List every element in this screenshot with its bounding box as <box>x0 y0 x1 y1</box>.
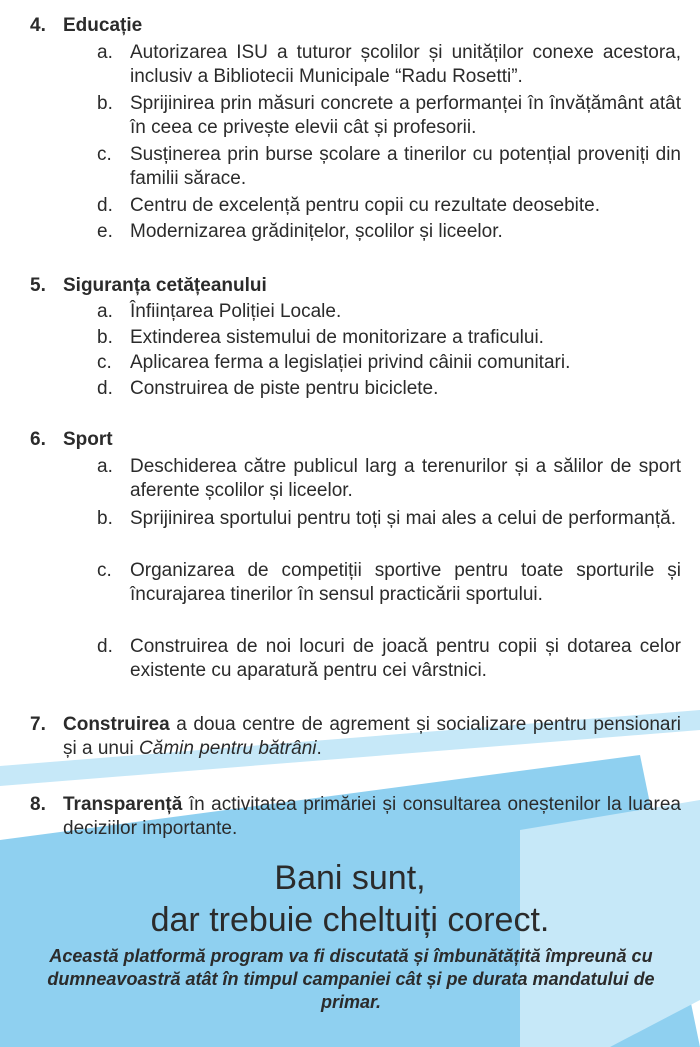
list-item <box>97 220 681 244</box>
section-number: 4. <box>30 15 46 36</box>
item-letter: d. <box>97 378 113 399</box>
point-end: . <box>316 738 322 759</box>
item-letter: a. <box>97 301 113 322</box>
point-number: 8. <box>30 794 46 815</box>
point-bold: Construirea <box>63 714 170 735</box>
list-item <box>97 559 681 607</box>
item-text: Autorizarea ISU a tuturor școlilor și unităților conexe acestora, inclusiv a Bibliotecii Municipale “Radu Rosetti”. <box>130 42 681 87</box>
item-text: Susținerea prin burse școlare a tinerilor cu potențial proveniți din familii sărace. <box>130 144 681 189</box>
list-item <box>97 455 681 503</box>
list-item <box>97 194 681 218</box>
item-text: Deschiderea către publicul larg a terenurilor și a sălilor de sport aferente școlilor și liceelor. <box>130 456 681 501</box>
item-letter: a. <box>97 42 113 63</box>
item-text: Construirea de noi locuri de joacă pentru copii și dotarea celor existente cu aparatură pentru cei vârstnici. <box>130 636 681 681</box>
item-letter: b. <box>97 327 113 348</box>
item-text: Construirea de piste pentru biciclete. <box>130 378 439 399</box>
section-title: Sport <box>63 429 113 450</box>
point-italic: Cămin pentru bătrâni <box>139 738 317 759</box>
slogan-line-2: dar trebuie cheltuiți corect. <box>150 901 550 939</box>
item-text: Modernizarea grădinițelor, școlilor și liceelor. <box>130 221 503 242</box>
list-item <box>97 351 681 375</box>
point-text <box>63 713 681 761</box>
section-title: Educație <box>63 15 143 36</box>
item-text: Sprijinirea sportului pentru toți și mai ales a celui de performanță. <box>130 508 676 529</box>
item-letter: b. <box>97 508 113 529</box>
item-text: Aplicarea ferma a legislației privind câinii comunitari. <box>130 352 571 373</box>
item-letter: b. <box>97 93 113 114</box>
item-letter: d. <box>97 195 113 216</box>
list-item <box>97 635 681 683</box>
point-body: a doua centre de agrement și socializare pentru pensionari și a unui <box>63 714 681 759</box>
list-item <box>97 326 681 350</box>
item-text: Înființarea Poliției Locale. <box>130 301 342 322</box>
point-number: 7. <box>30 714 46 735</box>
item-letter: c. <box>97 560 112 581</box>
item-letter: c. <box>97 144 112 165</box>
section-number: 6. <box>30 429 46 450</box>
item-letter: a. <box>97 456 113 477</box>
section-title: Siguranța cetățeanului <box>63 275 267 296</box>
list-item <box>97 507 681 531</box>
closing-statement: Această platformă program va fi discutată și îmbunătățită împreună cu dumneavoastră atât în timpul campaniei cât și pe durata mandatului de primar. <box>47 946 655 1012</box>
item-letter: d. <box>97 636 113 657</box>
list-item <box>97 377 681 401</box>
slogan-line-1: Bani sunt, <box>274 859 426 897</box>
point-text <box>63 793 681 841</box>
list-item <box>97 143 681 191</box>
item-text: Organizarea de competiții sportive pentru toate sporturile și încurajarea tinerilor în sensul practicării sportului. <box>130 560 681 605</box>
item-text: Extinderea sistemului de monitorizare a traficului. <box>130 327 544 348</box>
list-item <box>97 92 681 140</box>
point-body: în activitatea primăriei și consultarea oneștenilor la luarea deciziilor importante. <box>63 794 681 839</box>
point-bold: Transparență <box>63 794 183 815</box>
item-letter: c. <box>97 352 112 373</box>
list-item <box>97 41 681 89</box>
item-text: Centru de excelență pentru copii cu rezultate deosebite. <box>130 195 601 216</box>
item-text: Sprijinirea prin măsuri concrete a performanței în învățământ atât în ceea ce privește elevii cât și profesorii. <box>130 93 681 138</box>
section-number: 5. <box>30 275 46 296</box>
list-item <box>97 300 681 324</box>
item-letter: e. <box>97 221 113 242</box>
